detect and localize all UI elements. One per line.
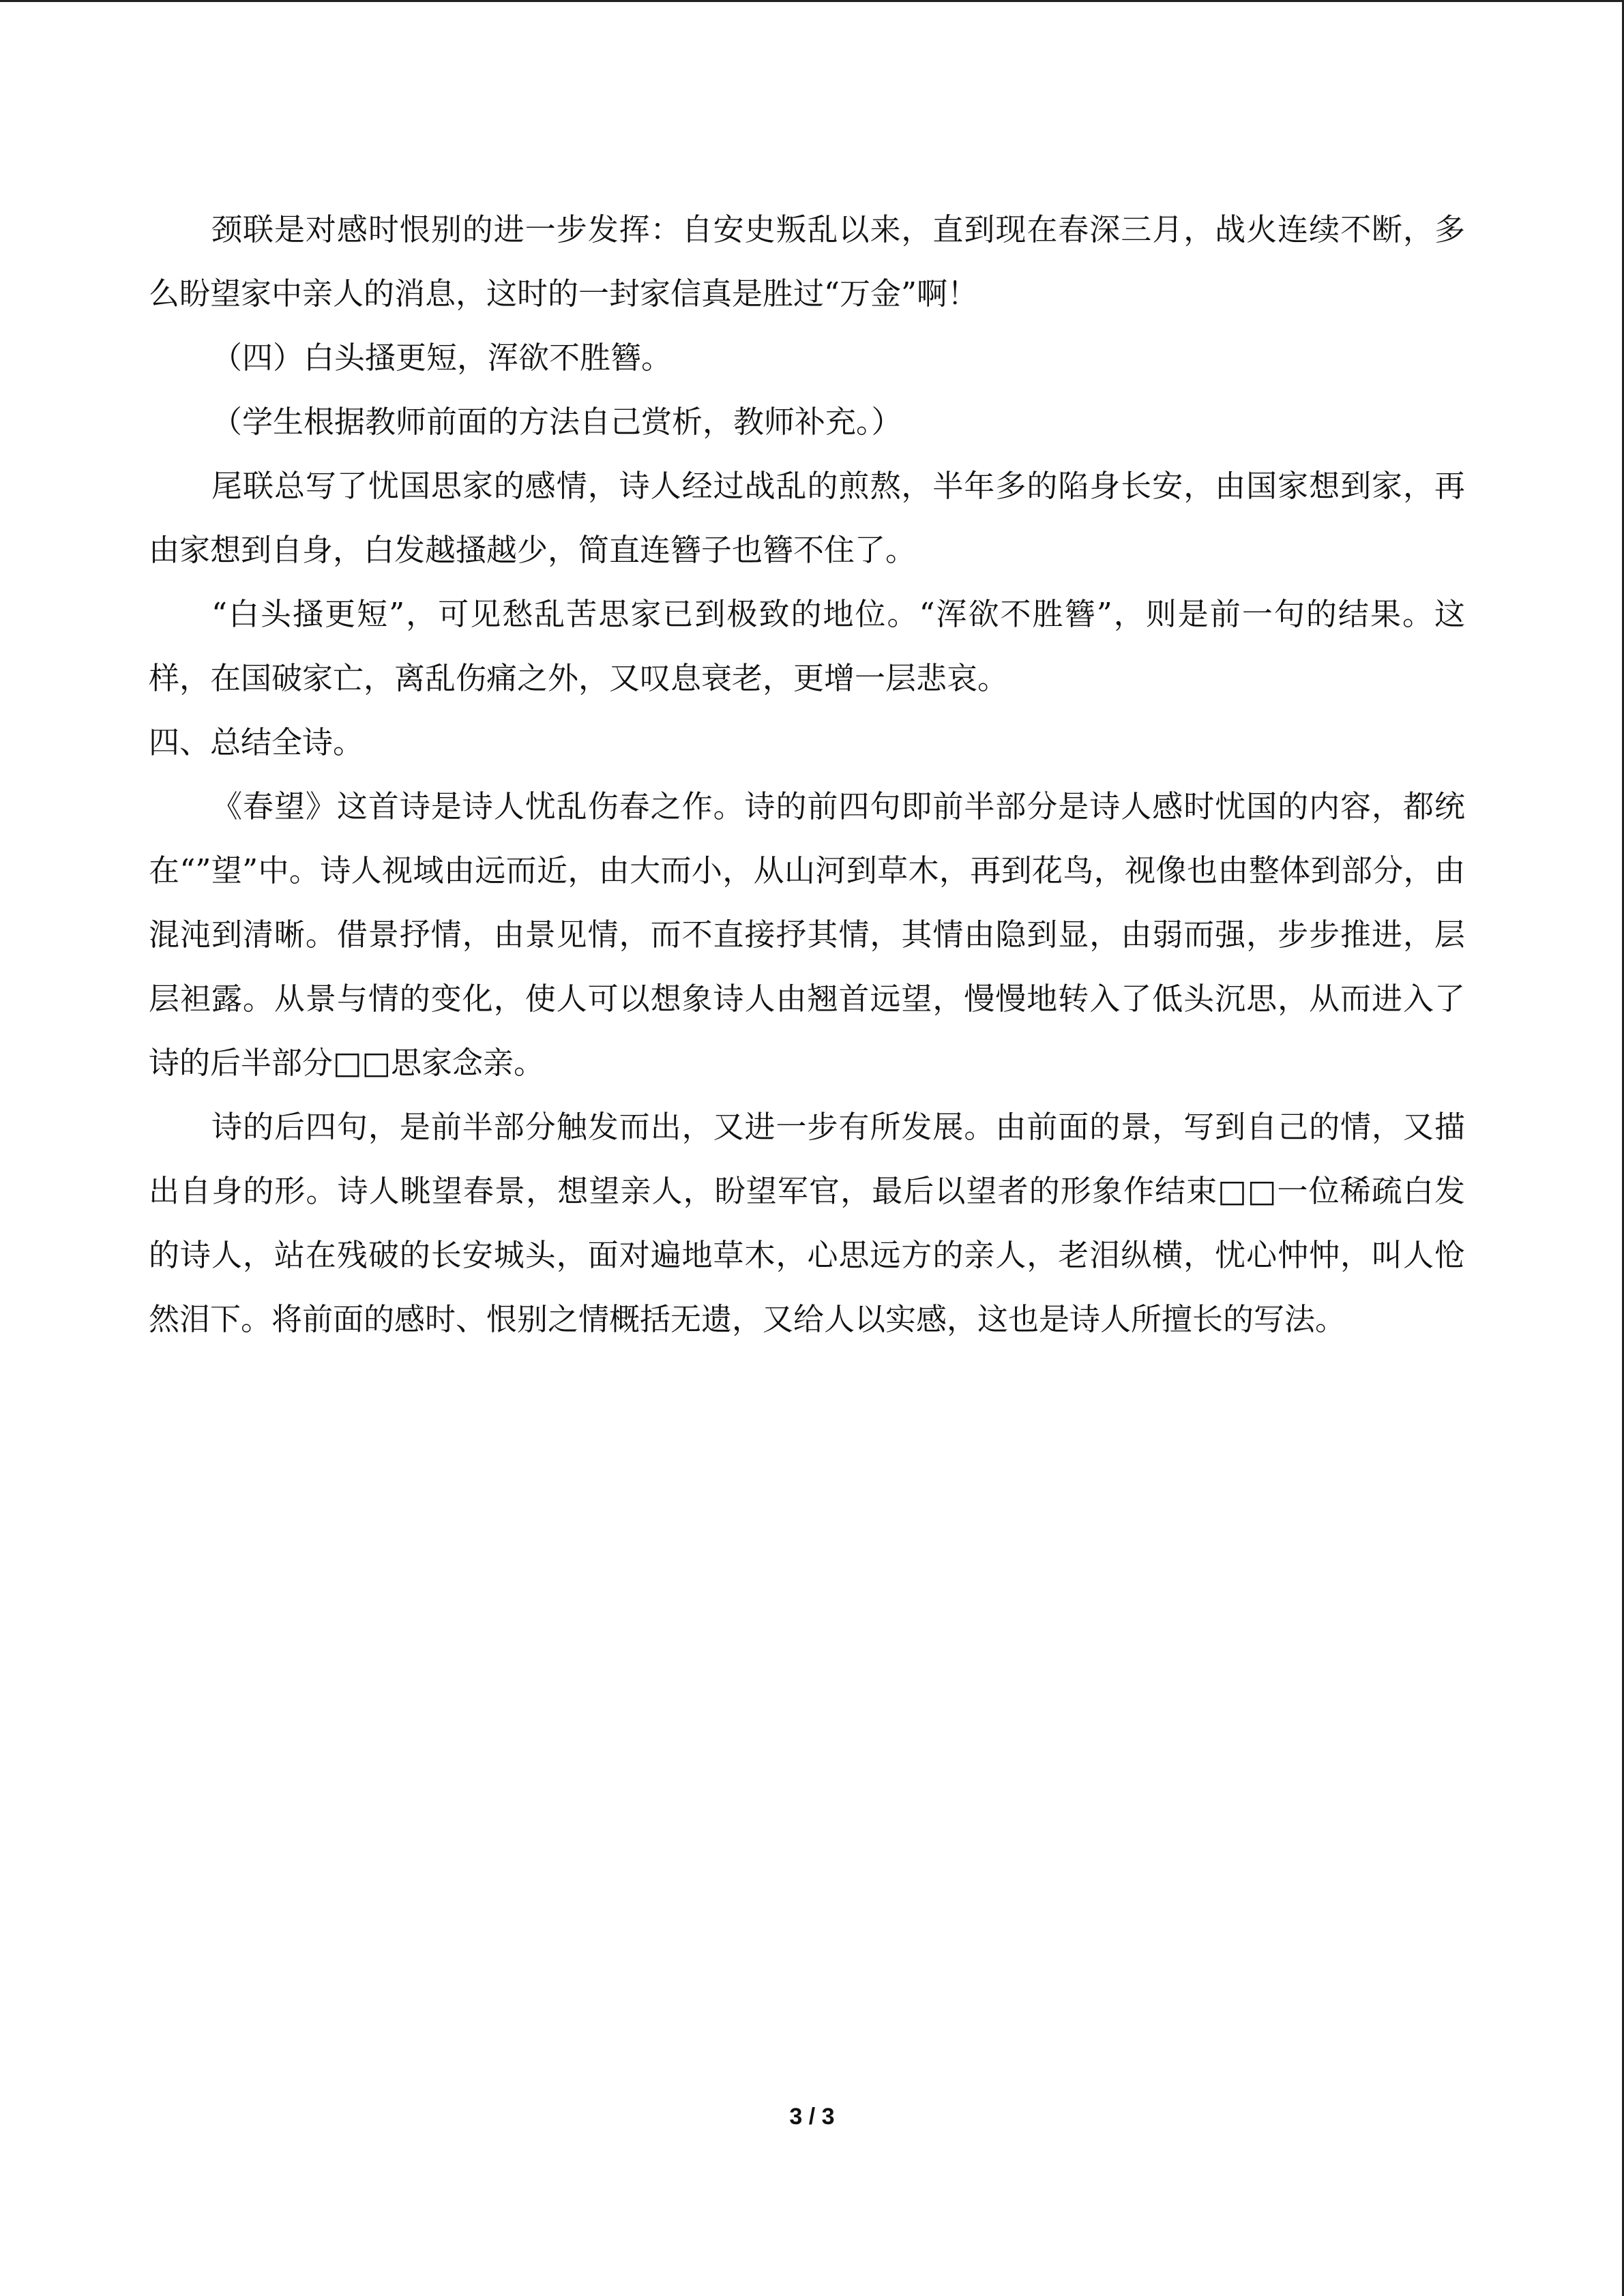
section-heading-summary: 四、总结全诗。 xyxy=(149,724,364,760)
subheading-line-four: （四）白头搔更短，浑欲不胜簪。 xyxy=(211,340,673,376)
paragraph-student-note: （学生根据教师前面的方法自己赏析，教师补充。） xyxy=(211,404,902,440)
paragraph-neck-couplet: 颈联是对感时恨别的进一步发挥：自安史叛乱以来，直到现在春深三月，战火连续不断，多么盼望家中亲人的消息，这时的一封家信真是胜过“万金”啊！ xyxy=(149,211,1465,312)
paragraph-summary-first-half: 《春望》这首诗是诗人忧乱伤春之作。诗的前四句即前半部分是诗人感时忧国的内容，都统在“”望”中。诗人视域由远而近，由大而小，从山河到草木，再到花鸟，视像也由整体到部分，由混沌到清晰。借景抒情，由景见情，而不直接抒其情，其情由隐到显，由弱而强，步步推进，层层袒露。从景与情的变化，使人可以想象诗人由翘首远望，慢慢地转入了低头沉思，从而进入了诗的后半部分□□思家念亲。 xyxy=(149,788,1465,1081)
paragraph-summary-second-half: 诗的后四句，是前半部分触发而出，又进一步有所发展。由前面的景，写到自己的情，又描出自身的形。诗人眺望春景，想望亲人，盼望军官，最后以望者的形象作结束□□一位稀疏白发的诗人，站在残破的长安城头，面对遍地草木，心思远方的亲人，老泪纵横，忧心忡忡，叫人怆然泪下。将前面的感时、恨别之情概括无遗，又给人以实感，这也是诗人所擅长的写法。 xyxy=(149,1109,1465,1337)
page-number: 3 / 3 xyxy=(789,2104,835,2130)
page-top-border xyxy=(0,0,1624,2)
paragraph-tail-couplet: 尾联总写了忧国思家的感情，诗人经过战乱的煎熬，半年多的陷身长安，由国家想到家，再由家想到自身，白发越搔越少，简直连簪子也簪不住了。 xyxy=(149,468,1465,568)
paragraph-white-hair: “白头搔更短”，可见愁乱苦思家已到极致的地位。“浑欲不胜簪”，则是前一句的结果。这样，在国破家亡，离乱伤痛之外，又叹息衰老，更增一层悲哀。 xyxy=(149,596,1465,696)
document-body xyxy=(149,198,1465,1352)
